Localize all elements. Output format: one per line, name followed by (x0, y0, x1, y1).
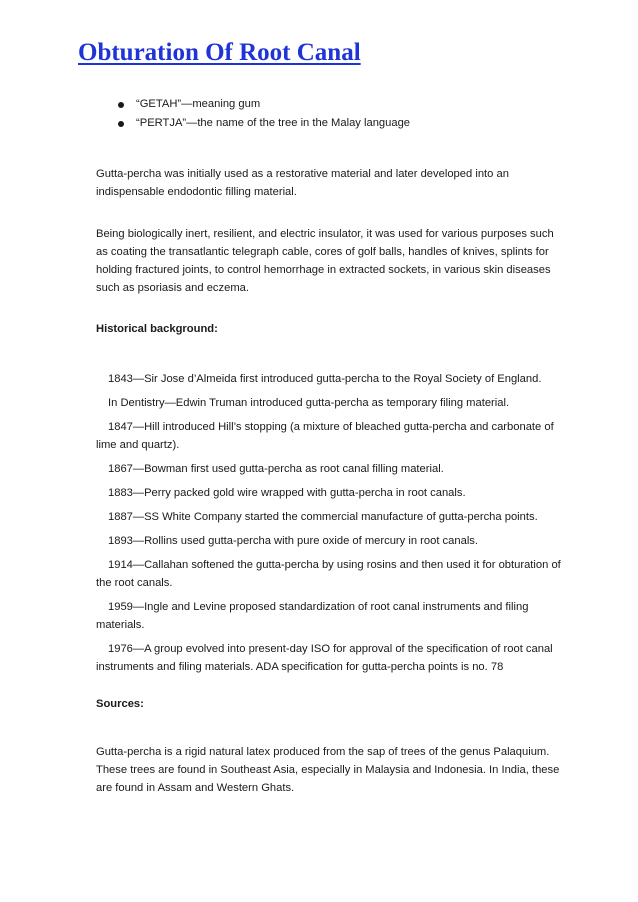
sources-heading: Sources: (96, 698, 144, 710)
history-entry: 1883—Perry packed gold wire wrapped with gutta-percha in root canals. (108, 487, 466, 499)
sources-paragraph: Gutta-percha is a rigid natural latex produced from the sap of trees of the genus Palaquium. These trees are found in Southeast Asia, especially in Malaysia and Indonesia. In India, these are found in Assam and Western Ghats. (96, 746, 560, 794)
history-entry: 1843—Sir Jose d’Almeida first introduced gutta-percha to the Royal Society of England. (108, 373, 542, 385)
history-entry: 1867—Bowman first used gutta-percha as root canal filling material. (108, 463, 444, 475)
history-entry: 1914—Callahan softened the gutta-percha by using rosins and then used it for obturation of the root canals. (96, 559, 561, 589)
page-title: Obturation Of Root Canal (78, 39, 361, 66)
uses-paragraph: Being biologically inert, resilient, and electric insulator, it was used for various purposes such as coating the transatlantic telegraph cable, cores of golf balls, handles of knives, splints for holding fractured joints, to control hemorrhage in extracted sockets, in various skin diseases such as psoriasis and eczema. (96, 228, 554, 294)
intro-paragraph: Gutta-percha was initially used as a restorative material and later developed into an indispensable endodontic filling material. (96, 168, 509, 198)
history-entry: 1976—A group evolved into present-day ISO for approval of the specification of root canal instruments and filing materials. ADA specification for gutta-percha points is no. 78 (96, 643, 553, 673)
history-entry: 1959—Ingle and Levine proposed standardization of root canal instruments and filing materials. (96, 601, 529, 631)
etymology-list (96, 95, 410, 133)
etymology-item-getah: “GETAH”—meaning gum (96, 95, 410, 114)
history-timeline (96, 370, 566, 682)
history-entry: 1847—Hill introduced Hill’s stopping (a mixture of bleached gutta-percha and carbonate of lime and quartz). (96, 421, 554, 451)
history-entry: 1893—Rollins used gutta-percha with pure oxide of mercury in root canals. (108, 535, 479, 547)
etymology-item-pertja: “PERTJA”—the name of the tree in the Malay language (96, 114, 410, 133)
history-entry: In Dentistry—Edwin Truman introduced gutta-percha as temporary filing material. (108, 397, 510, 409)
history-entry: 1887—SS White Company started the commercial manufacture of gutta-percha points. (108, 511, 538, 523)
historical-background-heading: Historical background: (96, 323, 218, 335)
